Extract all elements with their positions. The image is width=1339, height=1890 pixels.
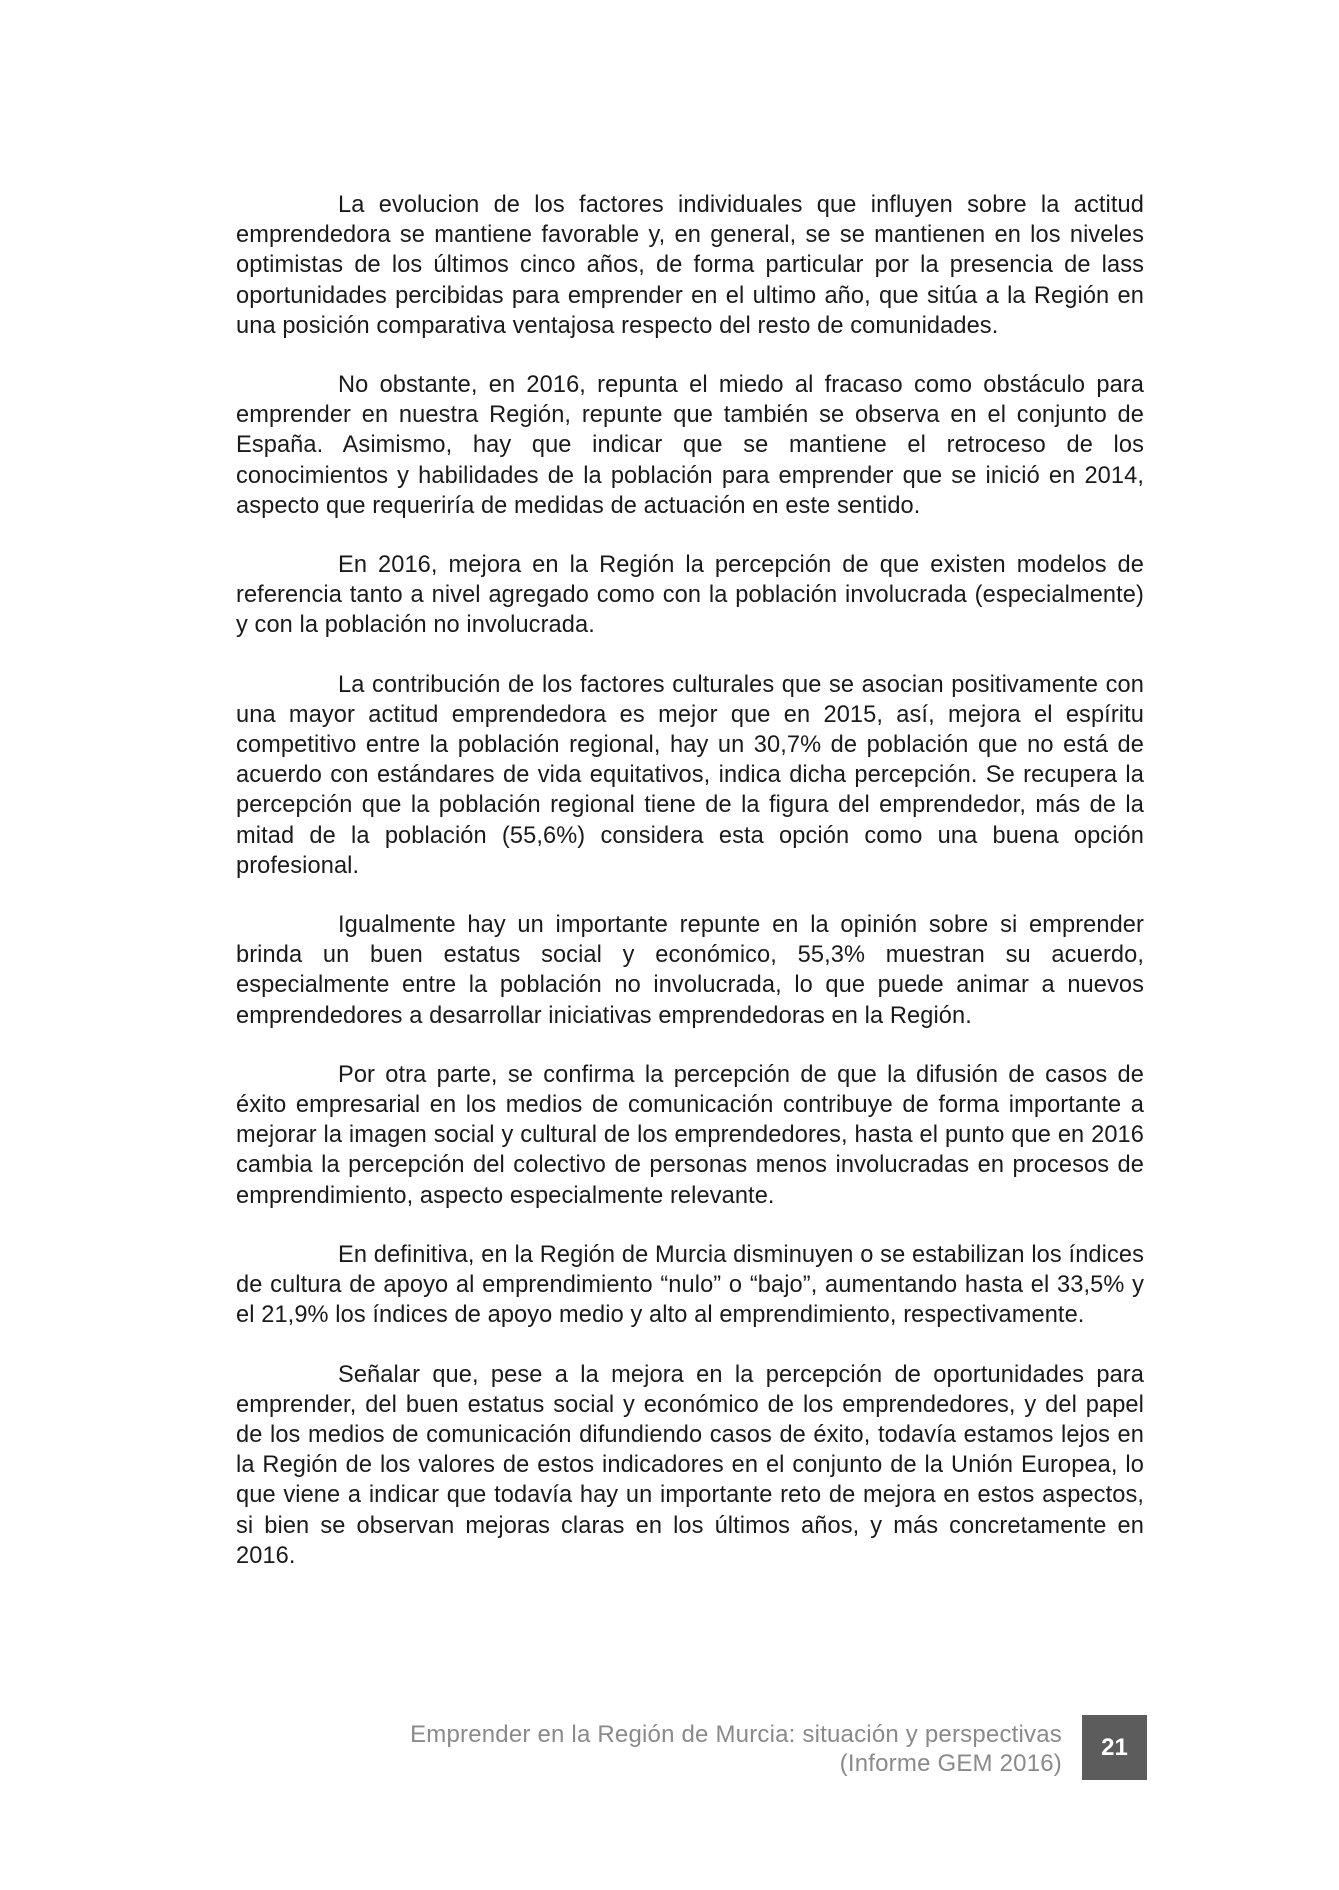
paragraph-5: Igualmente hay un importante repunte en la opinión sobre si emprender brinda un buen estatus social y económico, 55,3% muestran su acuerdo, especialmente entre la población no involucrada, lo que puede animar a nuevos emprendedores a desarrollar iniciativas emprendedoras en la Región. (236, 912, 1144, 1029)
page-footer (0, 1715, 1339, 1795)
body-text (236, 190, 1144, 1600)
page-number: 21 (1082, 1715, 1147, 1780)
footer-title-line-1: Emprender en la Región de Murcia: situación y perspectivas (410, 1721, 1062, 1748)
footer-title-line-2: (Informe GEM 2016) (839, 1750, 1062, 1777)
paragraph-7: En definitiva, en la Región de Murcia disminuyen o se estabilizan los índices de cultura de apoyo al emprendimiento “nulo” o “bajo”, aumentando hasta el 33,5% y el 21,9% los índices de apoyo medio y alto al emprendimiento, respectivamente. (236, 1241, 1144, 1329)
paragraph-2: No obstante, en 2016, repunta el miedo al fracaso como obstáculo para emprender en nuestra Región, repunte que también se observa en el conjunto de España. Asimismo, hay que indicar que se mantiene el retroceso de los conocimientos y habilidades de la población para emprender que se inició en 2014, aspecto que requeriría de medidas de actuación en este sentido. (236, 372, 1144, 519)
paragraph-8: Señalar que, pese a la mejora en la percepción de oportunidades para emprender, del buen estatus social y económico de los emprendedores, y del papel de los medios de comunicación difundiendo casos de éxito, todavía estamos lejos en la Región de los valores de estos indicadores en el conjunto de la Unión Europea, lo que viene a indicar que todavía hay un importante reto de mejora en estos aspectos, si bien se observan mejoras claras en los últimos años, y más concretamente en 2016. (236, 1361, 1144, 1569)
paragraph-6: Por otra parte, se confirma la percepción de que la difusión de casos de éxito empresarial en los medios de comunicación contribuye de forma importante a mejorar la imagen social y cultural de los emprendedores, hasta el punto que en 2016 cambia la percepción del colectivo de personas menos involucradas en procesos de emprendimiento, aspecto especialmente relevante. (236, 1061, 1144, 1209)
paragraph-4: La contribución de los factores culturales que se asocian positivamente con una mayor actitud emprendedora es mejor que en 2015, así, mejora el espíritu competitivo entre la población regional, hay un 30,7% de población que no está de acuerdo con estándares de vida equitativos, indica dicha percepción. Se recupera la percepción que la población regional tiene de la figura del emprendedor, más de la mitad de la población (55,6%) considera esta opción como una buena opción profesional. (236, 671, 1144, 879)
footer-title (410, 1720, 1062, 1778)
paragraph-3: En 2016, mejora en la Región la percepción de que existen modelos de referencia tanto a nivel agregado como con la población involucrada (especialmente) y con la población no involucrada. (236, 552, 1144, 639)
paragraph-1: La evolucion de los factores individuales que influyen sobre la actitud emprendedora se mantiene favorable y, en general, se se mantienen en los niveles optimistas de los últimos cinco años, de forma particular por la presencia de lass oportunidades percibidas para emprender en el ultimo año, que sitúa a la Región en una posición comparativa ventajosa respecto del resto de comunidades. (236, 192, 1144, 339)
